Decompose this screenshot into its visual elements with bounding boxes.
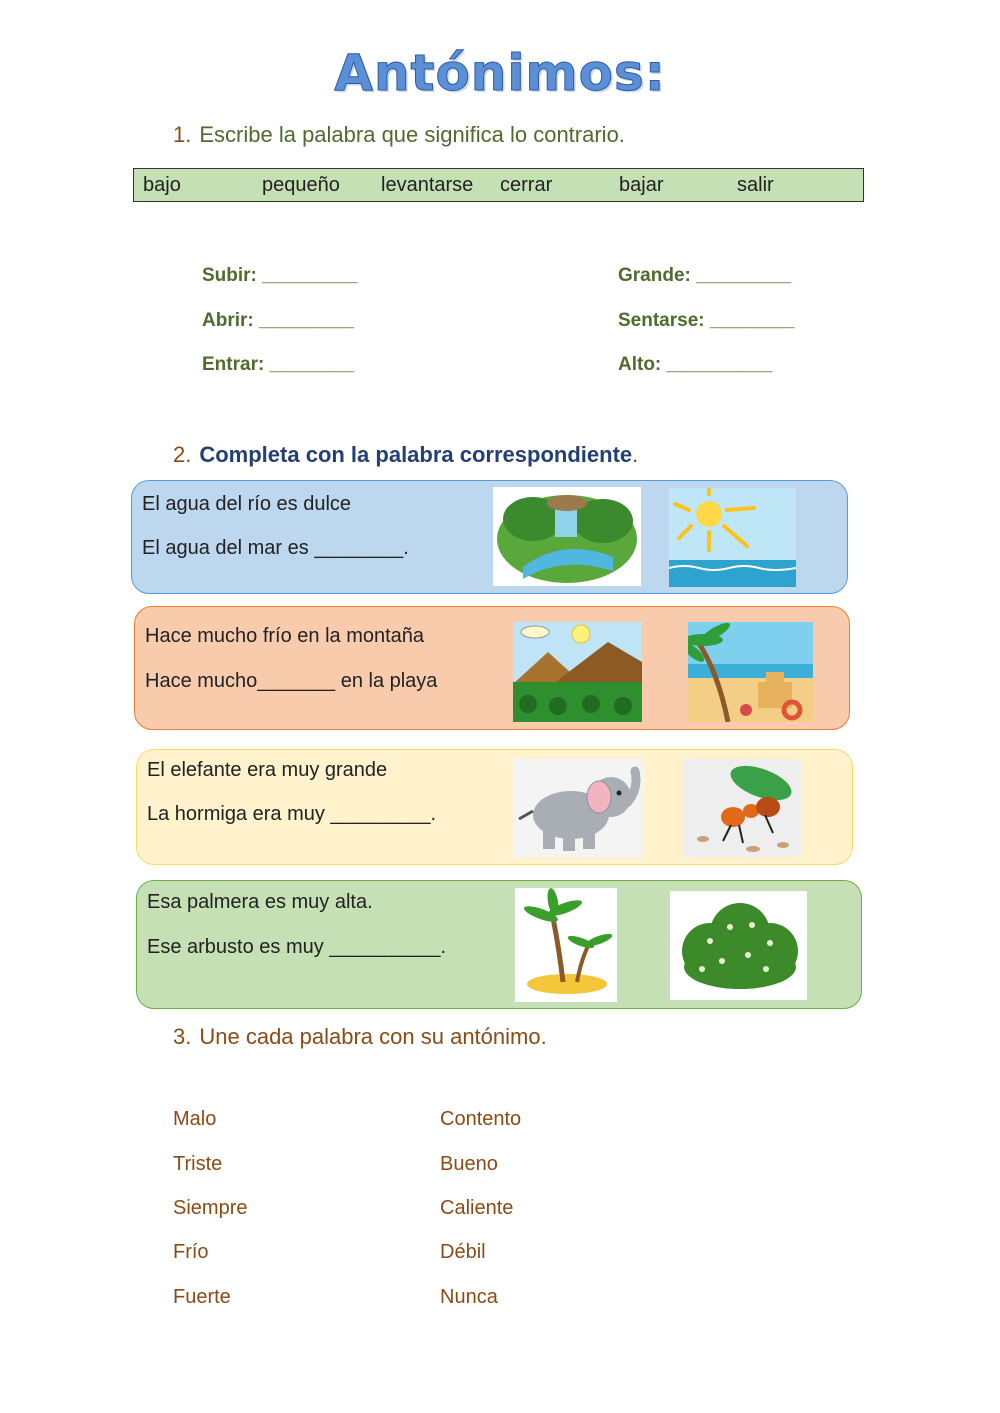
word-bank — [133, 168, 864, 202]
right-word[interactable]: Bueno — [440, 1153, 498, 1175]
right-word[interactable]: Débil — [440, 1241, 486, 1263]
exercise-1-item[interactable]: Abrir: _________ — [202, 310, 355, 331]
bush-image — [670, 891, 807, 1000]
exercise-1-item[interactable]: Alto: __________ — [618, 354, 773, 375]
left-word[interactable]: Frío — [173, 1241, 209, 1263]
mountains-cold-image — [513, 622, 642, 722]
sentence-blank-line[interactable]: La hormiga era muy _________. — [147, 803, 437, 825]
beach-sandcastle-image — [688, 622, 813, 722]
sentence-line: Esa palmera es muy alta. — [147, 891, 373, 913]
right-word[interactable]: Nunca — [440, 1286, 498, 1308]
section-3-instruction: Une cada palabra con su antónimo. — [199, 1024, 547, 1049]
section-3-number: 3. — [173, 1024, 192, 1049]
left-word[interactable]: Siempre — [173, 1197, 248, 1219]
exercise-1-item[interactable]: Sentarse: ________ — [618, 310, 795, 331]
section-2-heading — [173, 442, 638, 468]
sun-over-sea-image — [669, 488, 796, 587]
river-landscape-image — [493, 487, 641, 586]
section-2-instruction-end: . — [632, 442, 639, 467]
word-bank-item: salir — [737, 174, 774, 196]
word-bank-item: bajar — [619, 174, 664, 196]
sentence-blank-line[interactable]: Ese arbusto es muy __________. — [147, 936, 447, 958]
sentence-line: El agua del río es dulce — [142, 493, 352, 515]
section-1-instruction: Escribe la palabra que significa lo contrario. — [199, 122, 625, 147]
sentence-line: El elefante era muy grande — [147, 759, 388, 781]
left-word[interactable]: Triste — [173, 1153, 223, 1175]
exercise-1-item[interactable]: Subir: _________ — [202, 265, 358, 286]
sentence-blank-line[interactable]: Hace mucho_______ en la playa — [145, 670, 438, 692]
word-bank-item: cerrar — [500, 174, 553, 196]
right-word[interactable]: Caliente — [440, 1197, 514, 1219]
palm-island-image — [515, 888, 617, 1002]
left-word[interactable]: Fuerte — [173, 1286, 231, 1308]
word-bank-item: pequeño — [262, 174, 340, 196]
section-2-number: 2. — [173, 442, 192, 467]
word-bank-item: levantarse — [381, 174, 474, 196]
left-word[interactable]: Malo — [173, 1108, 217, 1130]
word-bank-item: bajo — [143, 174, 181, 196]
page-title: Antónimos: — [334, 44, 666, 102]
exercise-1-item[interactable]: Entrar: ________ — [202, 354, 355, 375]
section-2-instruction: Completa con la palabra correspondiente — [199, 442, 633, 467]
exercise-1-item[interactable]: Grande: _________ — [618, 265, 792, 286]
section-1-heading — [173, 122, 625, 148]
elephant-image — [513, 759, 644, 857]
section-1-number: 1. — [173, 122, 192, 147]
sentence-line: Hace mucho frío en la montaña — [145, 625, 425, 647]
ant-with-leaf-image — [683, 759, 801, 857]
sentence-blank-line[interactable]: El agua del mar es ________. — [142, 537, 409, 559]
right-word[interactable]: Contento — [440, 1108, 522, 1130]
section-3-heading — [173, 1024, 547, 1050]
